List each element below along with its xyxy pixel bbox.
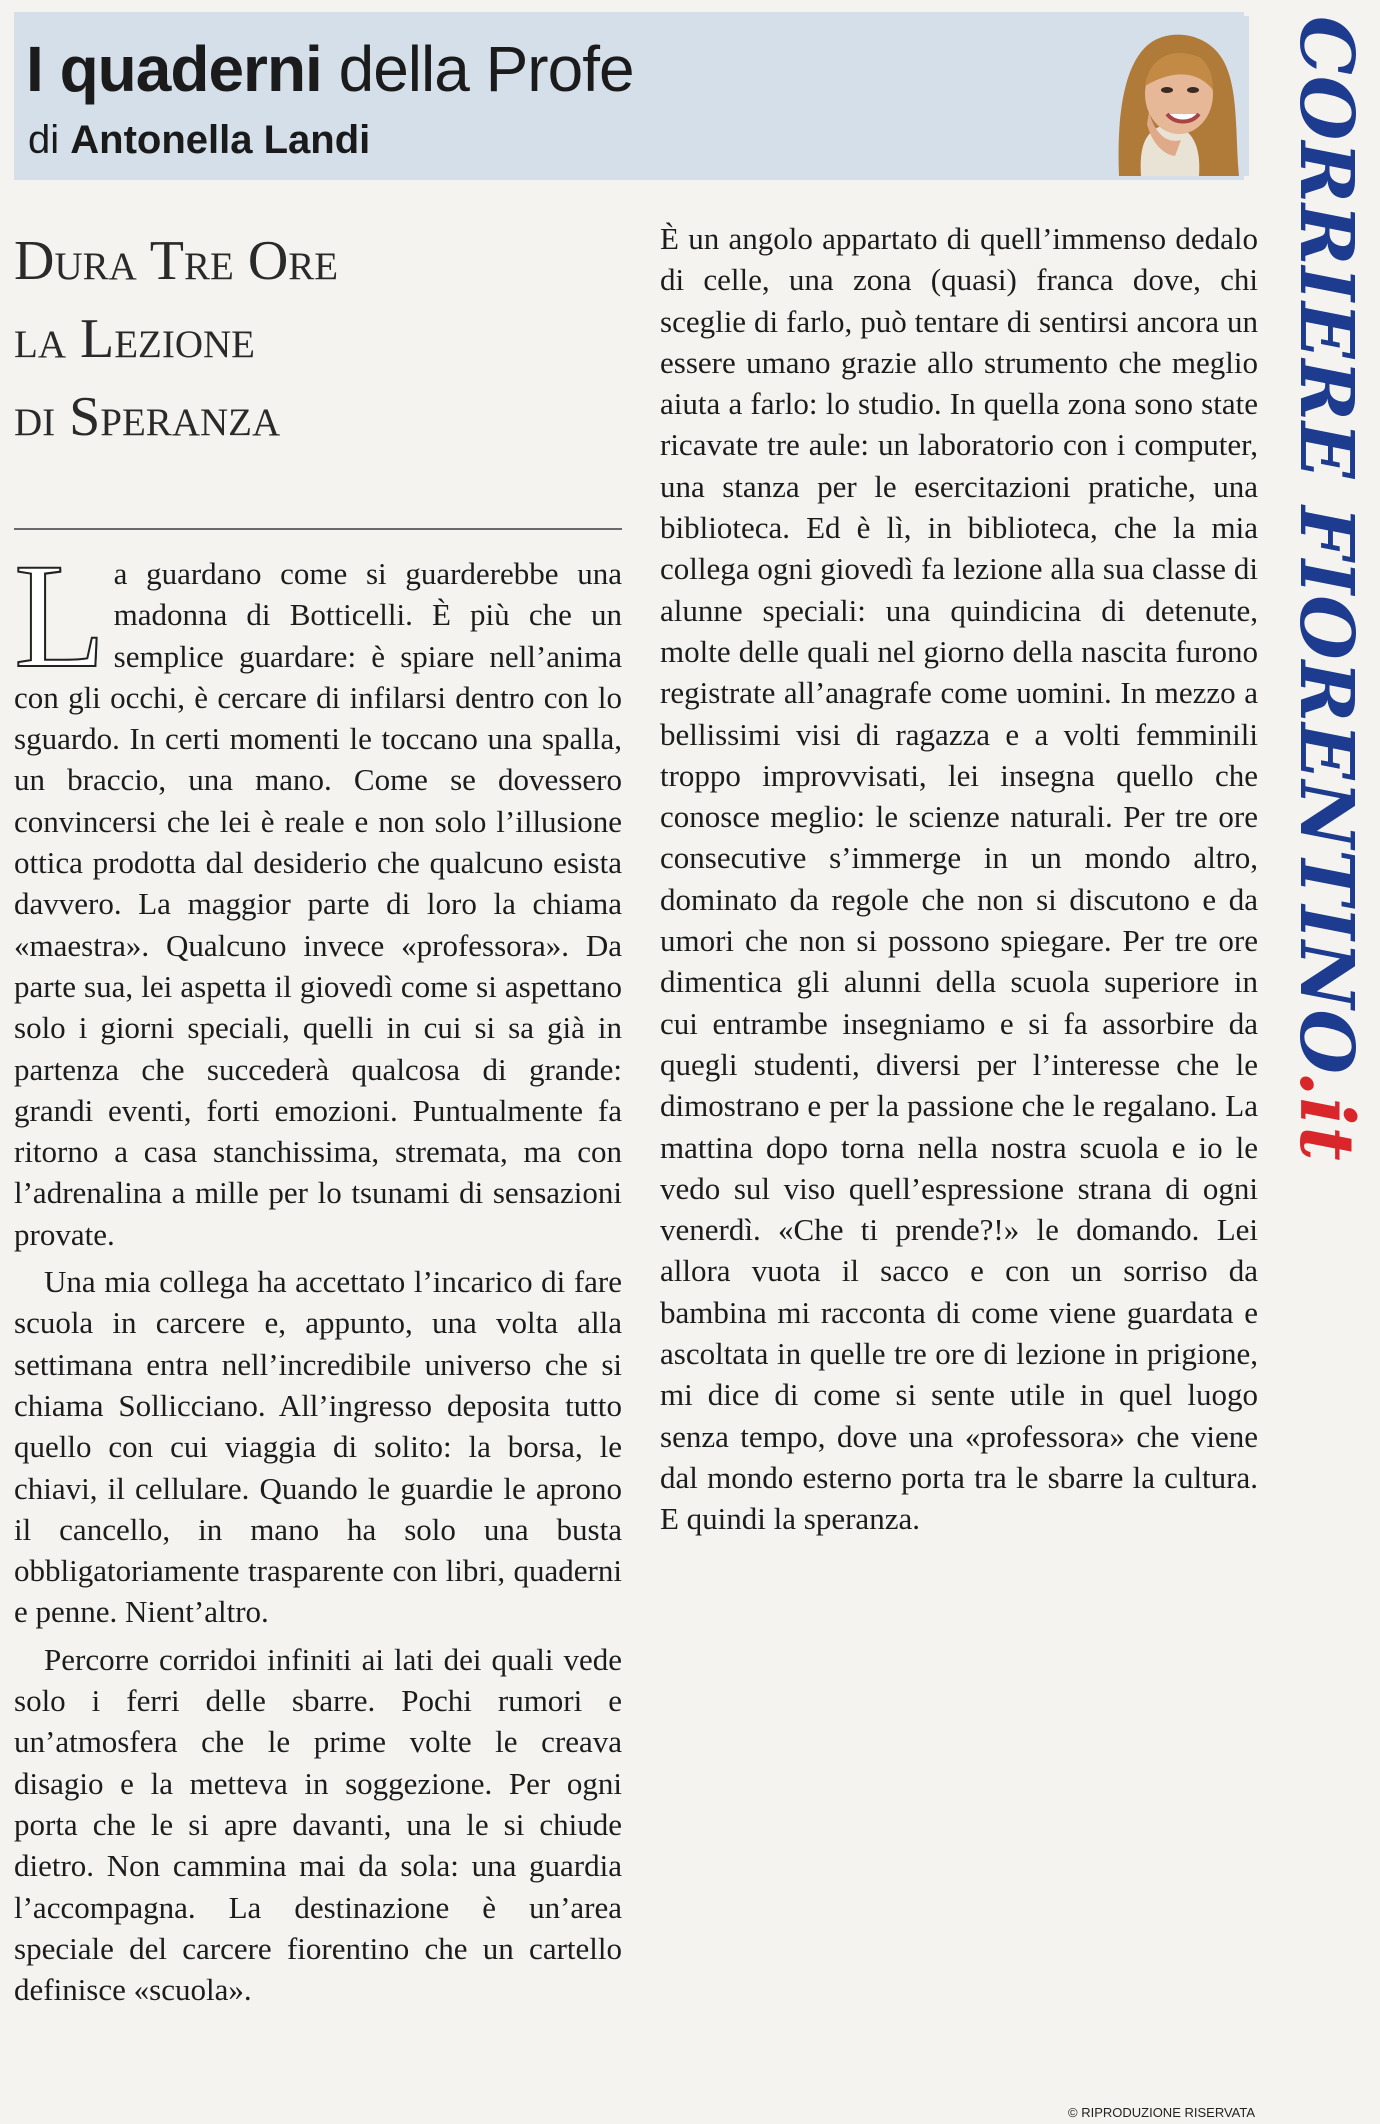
byline-di: di (28, 118, 60, 162)
copyright-notice: © RIPRODUZIONE RISERVATA (1068, 2105, 1256, 2120)
drop-cap: L (14, 533, 106, 699)
rubric-bold: I quaderni (26, 33, 322, 105)
masthead-logo (1283, 16, 1369, 1162)
masthead-suffix: .it (1283, 1070, 1369, 1162)
paragraph-3: Percorre corridoi infiniti ai lati dei quali vede solo i ferri delle sbarre. Pochi rumori e un’atmosfera che le prime volte le creava disagio e la metteva in soggezione. Per ogni porta che le si apre davanti, una le si chiude dietro. Non cammina mai da sola: una guardia l’accompagna. La destinazione è un’area speciale del carcere fiorentino che un cartello definisce «scuola». (14, 1641, 622, 2008)
column-header (14, 12, 1244, 180)
masthead-name: CORRIERE FIORENTINO (1283, 16, 1369, 1071)
masthead (1283, 16, 1369, 1162)
title-line-3: di Speranza (14, 386, 281, 448)
article-column-1 (14, 533, 622, 2010)
paragraph-4: È un angolo appartato di quell’immenso dedalo di celle, una zona (quasi) franca dove, chi sceglie di farlo, può tentare di sentirsi ancora un essere umano grazie allo strumento che meglio aiuta a farlo: lo studio. In quella zona sono state ricavate tre aule: un laboratorio con i computer, una stanza per le esercitazioni pratiche, una biblioteca. Ed è lì, in biblioteca, che la mia collega ogni giovedì fa lezione alla sua classe di alunne speciali: una quindicina di detenute, molte delle quali nel giorno della nascita furono registrate all’anagrafe come uomini. In mezzo a bellissimi visi di ragazza e a volti femminili troppo improvvisati, lei insegna quello che conosce meglio: le scienze naturali. Per tre ore consecutive s’immerge in un mondo altro, dominato da regole che non si discutono e da umori che non si possono spiegare. Per tre ore dimentica gli alunni della scuola superiore in cui entrambe insegniamo e si fa assorbire da quegli studenti, diversi per l’interesse che le dimostrano e per la passione che le regalano. La mattina dopo torna nella nostra scuola e io le vedo sul viso quell’espressione strana di ogni venerdì. «Che ti prende?!» le domando. Lei allora vuota il sacco e con un sorriso da bambina mi racconta di come viene guardata e ascoltata in quelle tre ore di lezione in prigione, mi dice di come si sente utile in quel luogo senza tempo, dove una «professora» che viene dal mondo esterno porta tra le sbarre la cultura. E quindi la speranza. (660, 221, 1258, 1537)
column-rubric (26, 34, 634, 104)
rubric-rest: della Profe (338, 33, 634, 105)
title-line-2: la Lezione (14, 308, 255, 370)
paragraph-1-text: a guardano come si guarderebbe una madonna di Botticelli. È più che un semplice guardare: è spiare nell’anima con gli occhi, è cercare di infilarsi dentro con lo sguardo. In certi momenti le toccano una spalla, un braccio, una mano. Come se dovessero convincersi che lei è reale e non solo l’illusione ottica prodotta dal desiderio che qualcuno esista davvero. La maggior parte di loro la chiama «maestra». Qualcuno invece «professora». Da parte sua, lei aspetta il giovedì come si aspettano solo i giorni speciali, quelli in cui si sa già in partenza che succederà qualcosa di grande: grandi eventi, forti emozioni. Puntualmente fa ritorno a casa stanchissima, stremata, ma con l’adrenalina a mille per lo tsunami di sensazioni provate. (14, 556, 622, 1252)
article-title (14, 222, 624, 456)
title-line-1: Dura Tre Ore (14, 230, 339, 292)
article-column-2 (660, 218, 1258, 1540)
title-divider (14, 528, 622, 530)
author-name: Antonella Landi (70, 118, 371, 162)
paragraph-2: Una mia collega ha accettato l’incarico di fare scuola in carcere e, appunto, una volta alla settimana entra nell’incredibile universo che si chiama Sollicciano. All’ingresso deposita tutto quello con cui viaggia di solito: la borsa, le chiavi, il cellulare. Quando le guardie le aprono il cancello, in mano ha solo una busta obbligatoriamente trasparente con libri, quaderni e penne. Nient’altro. (14, 1264, 622, 1630)
byline (28, 116, 370, 164)
paragraph-1 (14, 533, 622, 1255)
author-photo (1089, 16, 1249, 176)
